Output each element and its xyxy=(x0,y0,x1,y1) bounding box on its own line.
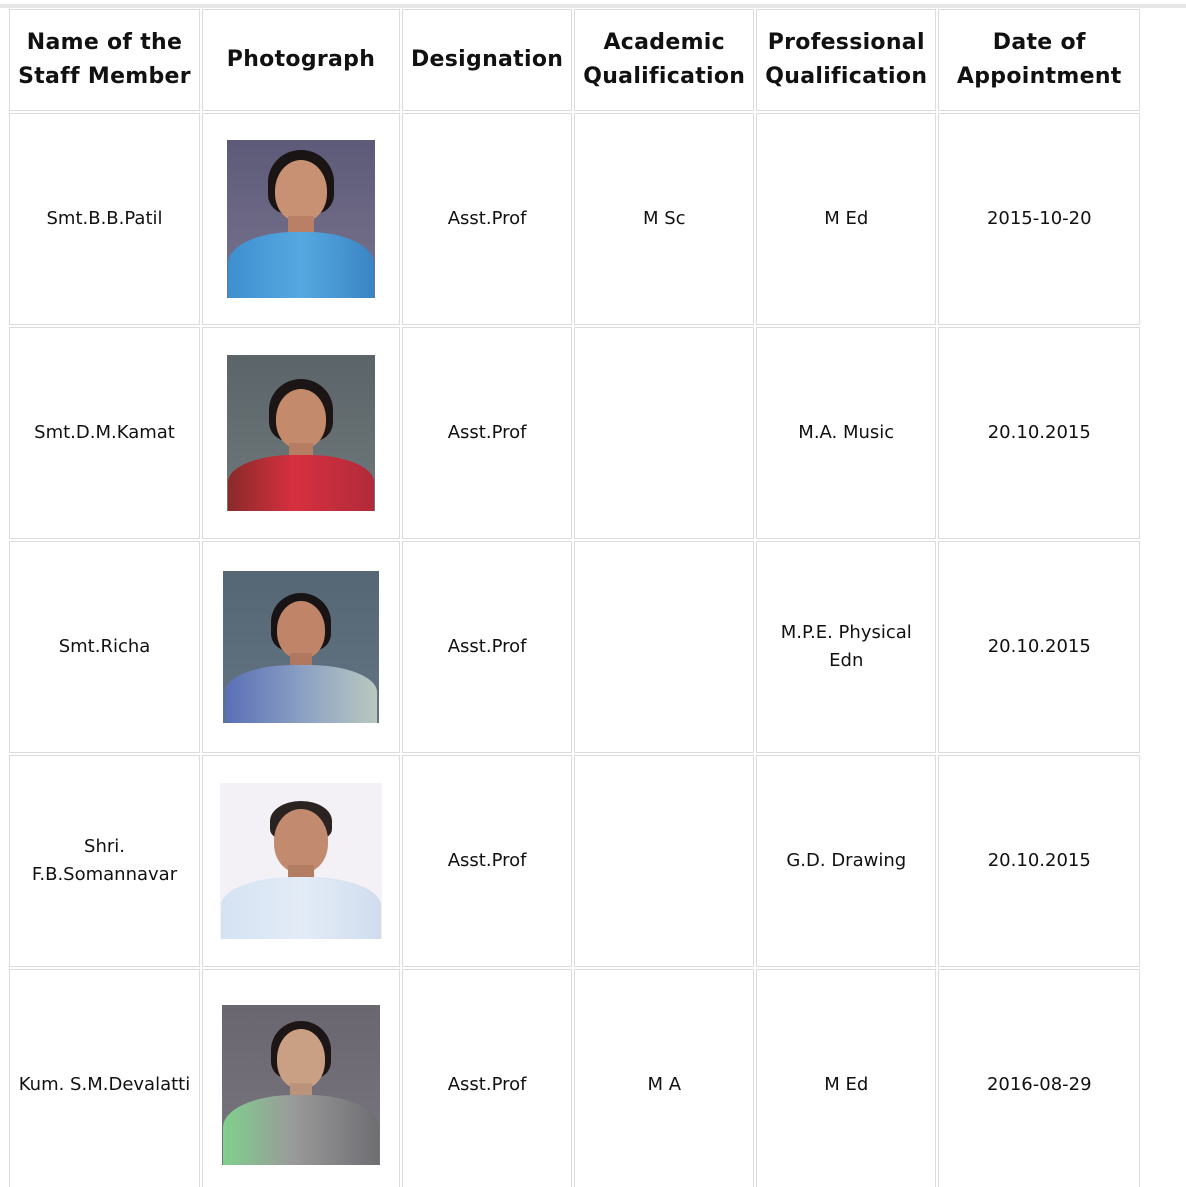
appointment-date-cell: 20.10.2015 xyxy=(939,756,1139,966)
header-professional-qualification: Professional Qualification xyxy=(757,10,935,110)
academic-qualification-cell xyxy=(575,756,753,966)
staff-photo xyxy=(222,1005,380,1165)
table-row xyxy=(10,756,1139,966)
staff-name-cell: Smt.B.B.Patil xyxy=(10,114,199,324)
header-row xyxy=(10,10,1139,110)
professional-qualification-cell: M Ed xyxy=(757,114,935,324)
photo-cell xyxy=(203,114,399,324)
table-row xyxy=(10,328,1139,538)
appointment-date-cell: 20.10.2015 xyxy=(939,328,1139,538)
academic-qualification-cell xyxy=(575,542,753,752)
staff-name-cell: Smt.Richa xyxy=(10,542,199,752)
designation-cell: Asst.Prof xyxy=(403,970,571,1187)
header-academic-qualification: Academic Qualification xyxy=(575,10,753,110)
staff-photo xyxy=(220,783,382,939)
staff-name-cell: Shri. F.B.Somannavar xyxy=(10,756,199,966)
professional-qualification-cell: M.A. Music xyxy=(757,328,935,538)
academic-qualification-cell xyxy=(575,328,753,538)
academic-qualification-cell: M Sc xyxy=(575,114,753,324)
designation-cell: Asst.Prof xyxy=(403,114,571,324)
designation-cell: Asst.Prof xyxy=(403,756,571,966)
professional-qualification-cell: M.P.E. Physical Edn xyxy=(757,542,935,752)
academic-qualification-cell: M A xyxy=(575,970,753,1187)
header-photograph: Photograph xyxy=(203,10,399,110)
staff-table xyxy=(6,6,1143,1187)
appointment-date-cell: 2016-08-29 xyxy=(939,970,1139,1187)
photo-cell xyxy=(203,328,399,538)
header-designation: Designation xyxy=(403,10,571,110)
table-row xyxy=(10,970,1139,1187)
professional-qualification-cell: M Ed xyxy=(757,970,935,1187)
photo-cell xyxy=(203,970,399,1187)
professional-qualification-cell: G.D. Drawing xyxy=(757,756,935,966)
photo-cell xyxy=(203,542,399,752)
staff-name-cell: Smt.D.M.Kamat xyxy=(10,328,199,538)
table-row xyxy=(10,542,1139,752)
header-name: Name of the Staff Member xyxy=(10,10,199,110)
table-row xyxy=(10,114,1139,324)
designation-cell: Asst.Prof xyxy=(403,542,571,752)
staff-name-cell: Kum. S.M.Devalatti xyxy=(10,970,199,1187)
header-date-of-appointment: Date of Appointment xyxy=(939,10,1139,110)
designation-cell: Asst.Prof xyxy=(403,328,571,538)
appointment-date-cell: 2015-10-20 xyxy=(939,114,1139,324)
staff-photo xyxy=(227,140,375,298)
appointment-date-cell: 20.10.2015 xyxy=(939,542,1139,752)
photo-cell xyxy=(203,756,399,966)
staff-photo xyxy=(227,355,375,511)
staff-photo xyxy=(223,571,379,723)
